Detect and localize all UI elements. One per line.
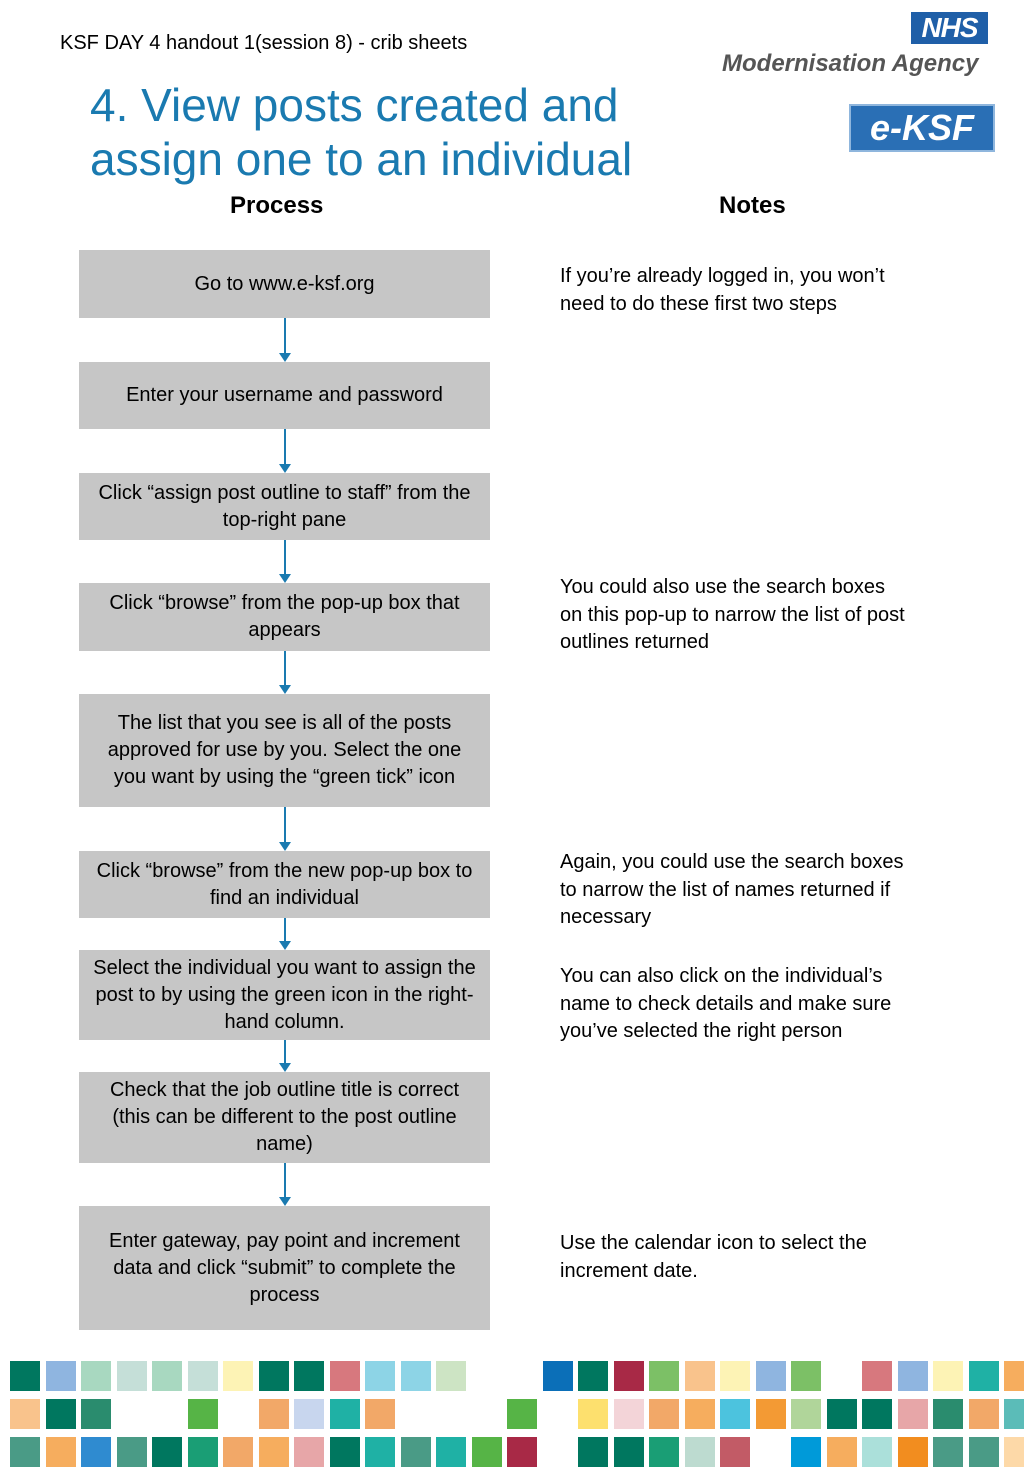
process-step-4: Click “browse” from the pop-up box that appears	[79, 583, 490, 651]
decorative-tile	[365, 1361, 395, 1391]
decorative-tile	[401, 1361, 431, 1391]
decorative-tile	[81, 1361, 111, 1391]
decorative-tile	[436, 1437, 466, 1467]
decorative-tile	[649, 1361, 679, 1391]
decorative-tile	[898, 1361, 928, 1391]
decorative-tile	[862, 1399, 892, 1429]
page-title-line-2: assign one to an individual	[90, 133, 633, 185]
decorative-tile	[117, 1437, 147, 1467]
document-header: KSF DAY 4 handout 1(session 8) - crib sheets	[60, 32, 468, 54]
decorative-tile	[365, 1399, 395, 1429]
process-step-9: Enter gateway, pay point and increment data and click “submit” to complete the process	[79, 1206, 490, 1330]
decorative-tile	[720, 1361, 750, 1391]
decorative-tile	[152, 1437, 182, 1467]
decorative-tile-mosaic	[0, 1355, 1024, 1479]
decorative-tile	[969, 1437, 999, 1467]
decorative-tile	[152, 1361, 182, 1391]
decorative-tile	[756, 1399, 786, 1429]
eksf-logo: e-KSF	[849, 104, 995, 152]
decorative-tile	[578, 1437, 608, 1467]
decorative-tile	[117, 1361, 147, 1391]
modernisation-agency-logo: Modernisation Agency	[722, 50, 979, 77]
decorative-tile	[330, 1361, 360, 1391]
decorative-tile	[1004, 1361, 1024, 1391]
decorative-tile	[330, 1437, 360, 1467]
decorative-tile	[614, 1361, 644, 1391]
decorative-tile	[827, 1399, 857, 1429]
decorative-tile	[827, 1437, 857, 1467]
decorative-tile	[46, 1361, 76, 1391]
decorative-tile	[933, 1361, 963, 1391]
note-login: If you’re already logged in, you won’t need to do these first two steps	[560, 265, 885, 315]
decorative-tile	[294, 1361, 324, 1391]
decorative-tile	[436, 1361, 466, 1391]
decorative-tile	[46, 1437, 76, 1467]
decorative-tile	[933, 1437, 963, 1467]
note-search-names: Again, you could use the search boxes to narrow the list of names returned if necessary	[560, 851, 904, 928]
decorative-tile	[969, 1399, 999, 1429]
decorative-tile	[10, 1361, 40, 1391]
flow-arrow	[284, 429, 286, 471]
decorative-tile	[401, 1437, 431, 1467]
page-title-line-1: 4. View posts created and	[90, 79, 619, 131]
note-check-details: You can also click on the individual’s name to check details and make sure you’ve selected the right person	[560, 965, 892, 1042]
flow-arrow	[284, 1040, 286, 1070]
decorative-tile	[614, 1399, 644, 1429]
decorative-tile	[898, 1399, 928, 1429]
process-step-8: Check that the job outline title is correct (this can be different to the post outline name)	[79, 1072, 490, 1163]
decorative-tile	[507, 1437, 537, 1467]
flow-arrow	[284, 1163, 286, 1204]
decorative-tile	[259, 1361, 289, 1391]
decorative-tile	[578, 1361, 608, 1391]
flow-arrow	[284, 807, 286, 849]
process-step-3: Click “assign post outline to staff” from the top-right pane	[79, 473, 490, 540]
decorative-tile	[720, 1399, 750, 1429]
decorative-tile	[862, 1437, 892, 1467]
decorative-tile	[578, 1399, 608, 1429]
decorative-tile	[791, 1361, 821, 1391]
decorative-tile	[791, 1399, 821, 1429]
decorative-tile	[720, 1437, 750, 1467]
decorative-tile	[223, 1437, 253, 1467]
decorative-tile	[1004, 1399, 1024, 1429]
decorative-tile	[10, 1399, 40, 1429]
decorative-tile	[969, 1361, 999, 1391]
decorative-tile	[223, 1361, 253, 1391]
flow-arrow	[284, 540, 286, 581]
decorative-tile	[649, 1399, 679, 1429]
decorative-tile	[294, 1399, 324, 1429]
decorative-tile	[10, 1437, 40, 1467]
flow-arrow	[284, 918, 286, 948]
decorative-tile	[791, 1437, 821, 1467]
flow-arrow	[284, 318, 286, 360]
decorative-tile	[933, 1399, 963, 1429]
decorative-tile	[756, 1361, 786, 1391]
decorative-tile	[898, 1437, 928, 1467]
decorative-tile	[685, 1399, 715, 1429]
decorative-tile	[649, 1437, 679, 1467]
decorative-tile	[81, 1437, 111, 1467]
decorative-tile	[81, 1399, 111, 1429]
decorative-tile	[188, 1437, 218, 1467]
decorative-tile	[188, 1399, 218, 1429]
decorative-tile	[294, 1437, 324, 1467]
nhs-logo: NHS	[911, 12, 988, 44]
decorative-tile	[330, 1399, 360, 1429]
decorative-tile	[543, 1361, 573, 1391]
decorative-tile	[188, 1361, 218, 1391]
decorative-tile	[685, 1361, 715, 1391]
decorative-tile	[685, 1437, 715, 1467]
process-step-6: Click “browse” from the new pop-up box to find an individual	[79, 851, 490, 918]
decorative-tile	[507, 1399, 537, 1429]
decorative-tile	[862, 1361, 892, 1391]
process-step-5: The list that you see is all of the posts approved for use by you. Select the one you want by using the “green tick” icon	[79, 694, 490, 807]
decorative-tile	[365, 1437, 395, 1467]
process-step-2: Enter your username and password	[79, 362, 490, 429]
decorative-tile	[259, 1399, 289, 1429]
decorative-tile	[614, 1437, 644, 1467]
page-title	[90, 78, 632, 186]
decorative-tile	[472, 1437, 502, 1467]
process-column-heading: Process	[230, 192, 324, 219]
decorative-tile	[259, 1437, 289, 1467]
note-search-posts: You could also use the search boxes on this pop-up to narrow the list of post outlines returned	[560, 576, 905, 653]
notes-column-heading: Notes	[719, 192, 786, 219]
decorative-tile	[1004, 1437, 1024, 1467]
note-calendar: Use the calendar icon to select the increment date.	[560, 1232, 867, 1282]
process-step-7: Select the individual you want to assign the post to by using the green icon in the right-hand column.	[79, 950, 490, 1040]
decorative-tile	[46, 1399, 76, 1429]
flow-arrow	[284, 651, 286, 692]
process-step-1: Go to www.e-ksf.org	[79, 250, 490, 318]
